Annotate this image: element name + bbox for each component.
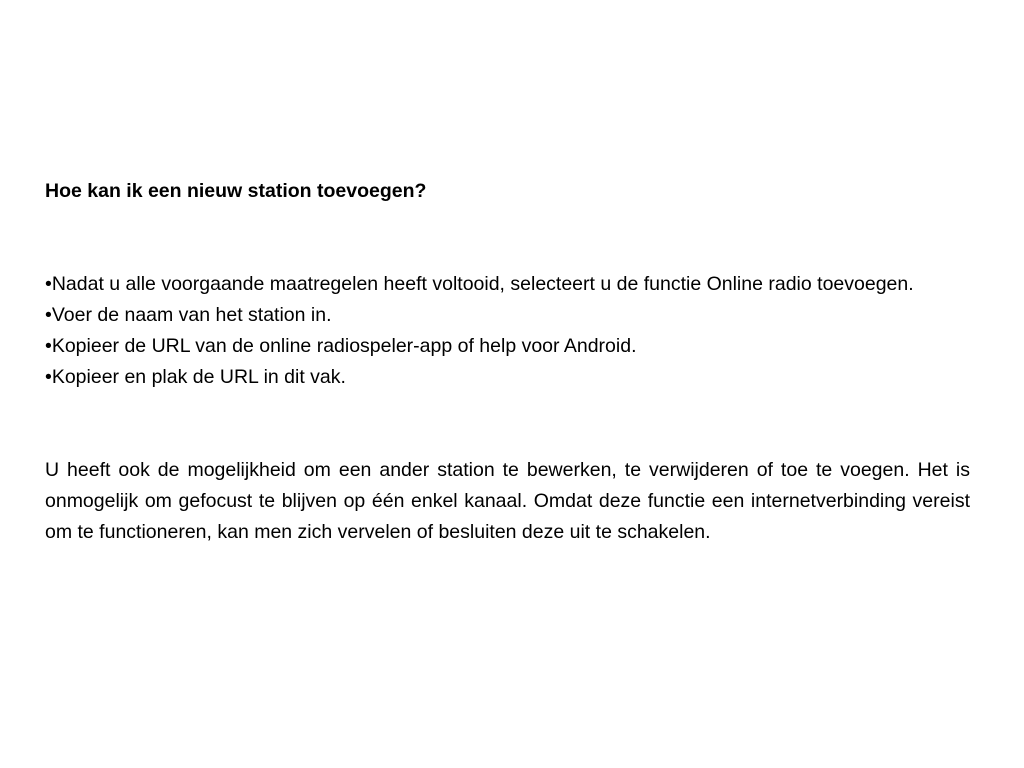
spacer	[45, 207, 970, 269]
bullet-dot-icon	[45, 273, 52, 295]
bullet-item	[45, 331, 970, 362]
bullet-item	[45, 269, 970, 300]
bullet-text: Kopieer de URL van de online radiospeler-app of help voor Android.	[51, 335, 637, 357]
spacer	[45, 393, 970, 455]
bullet-dot-icon	[45, 335, 52, 357]
bullet-item	[45, 300, 970, 331]
bullet-dot-icon	[45, 366, 52, 388]
bullet-list	[45, 269, 970, 393]
bullet-dot-icon	[45, 304, 52, 326]
slide-content	[45, 176, 970, 548]
bullet-text: Nadat u alle voorgaande maatregelen heeft voltooid, selecteert u de functie Online radio toevoegen.	[51, 273, 914, 295]
bullet-text: Kopieer en plak de URL in dit vak.	[51, 366, 346, 388]
body-paragraph: U heeft ook de mogelijkheid om een ander station te bewerken, te verwijderen of toe te voegen. Het is onmogelijk om gefocust te blijven op één enkel kanaal. Omdat deze functie een internetverbinding vereist om te functioneren, kan men zich vervelen of besluiten deze uit te schakelen.	[45, 459, 970, 543]
slide-heading: Hoe kan ik een nieuw station toevoegen?	[45, 180, 427, 202]
bullet-item	[45, 362, 970, 393]
bullet-text: Voer de naam van het station in.	[51, 304, 332, 326]
